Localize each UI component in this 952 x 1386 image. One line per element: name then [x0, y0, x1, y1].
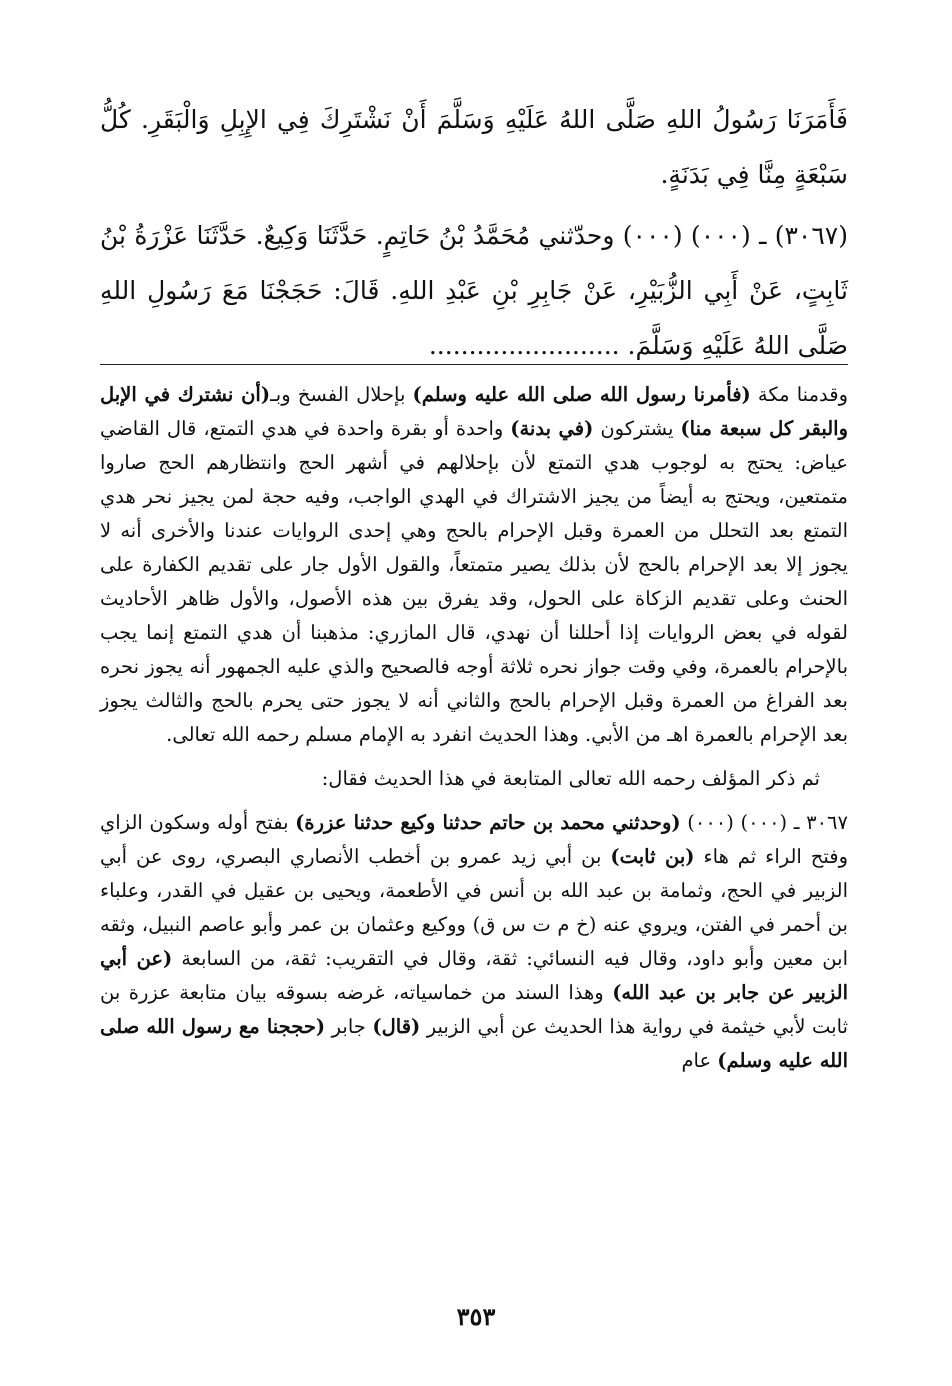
text-run: وهذا السند من خماسياته، غرضه بسوقه بيان متابعة عزرة بن ثابت لأبي خيثمة في رواية هذا الحديث عن أبي الزبير — [100, 981, 848, 1038]
text-run: عام — [681, 1049, 718, 1072]
text-run: جابر — [325, 1015, 373, 1038]
hadith-item-3067 — [100, 208, 848, 373]
text-run: بإحلال الفسخ وبـ — [270, 383, 413, 406]
hadith-line: فَأَمَرَنَا رَسُولُ اللهِ صَلَّى اللهُ عَلَيْهِ وَسَلَّمَ أَنْ نَشْتَرِكَ فِي الإِبِلِ وَالْبَقَرِ. كُلُّ سَبْعَةٍ مِنَّا فِي بَدَنَةٍ. — [100, 105, 848, 189]
commentary-paragraph-1 — [100, 378, 848, 752]
quoted-text: (حججنا مع رسول الله صلى الله عليه وسلم) — [100, 1015, 848, 1072]
quoted-text: (في بدنة) — [510, 417, 594, 440]
quoted-text: (وحدثني محمد بن حاتم حدثنا وكيع حدثنا عزرة) — [295, 811, 681, 834]
quoted-text: (قال) — [372, 1015, 421, 1038]
hadith-text — [100, 92, 848, 379]
page-number: ٣٥٣ — [456, 1302, 496, 1331]
text-run: واحدة أو بقرة واحدة في هدي التمتع، قال القاضي عياض: يحتج به لوجوب هدي التمتع لأن بإحلالهم في أشهر الحج وانتظارهم الحج صاروا متمتعين، ويحتج به أيضاً من يجيز الاشتراك في الهدي الواجب، وفيه حجة لمن يجيز نحر هدي التمتع بعد التحلل من العمرة وقبل الإحرام بالحج وهي إحدى الروايات عندنا والأخرى أنه لا يجوز إلا بعد الإحرام بالحج لأن بذلك يصير متمتعاً، والقول الأول جار على تقديم الكفارة على الحنث وعلى تقديم الزكاة على الحول، وقد يفرق بين هذه الأصول، والأول ظاهر الأحاديث لقوله في بعض الروايات إذا أحللنا أن نهدي، قال المازري: مذهبنا أن هدي التمتع إنما يجب بالإحرام بالعمرة، وفي وقت جواز نحره ثلاثة أوجه فالصحيح والذي عليه الجمهور أنه يجوز نحره بعد الفراغ من العمرة وقبل الإحرام بالحج والثاني أنه لا يجوز حتى يحرم بالحج والثالث يجوز بعد الإحرام بالعمرة اهـ من الأبي. وهذا الحديث انفرد به الإمام مسلم رحمه الله تعالى. — [100, 417, 848, 746]
text-run: يشتركون — [593, 417, 681, 440]
hadith-item-text: (٣٠٦٧) ـ (٠٠٠) (٠٠٠) وحدّثني مُحَمَّدُ بْنُ حَاتِمٍ. حَدَّثَنَا وَكِيعٌ. حَدَّثَنَا عَزْرَةُ بْنُ ثَابِتٍ، عَنْ أَبِي الزُّبَيْرِ، عَنْ جَابِرِ بْنِ عَبْدِ اللهِ. قَالَ: حَجَجْنَا مَعَ رَسُولِ اللهِ صَلَّى اللهُ عَلَيْهِ وَسَلَّمَ. — [100, 221, 848, 360]
quoted-text: (عن أبي الزبير عن جابر بن عبد الله) — [100, 947, 848, 1004]
quoted-text: (بن ثابت) — [610, 845, 695, 868]
text-run: وقدمنا مكة — [750, 383, 848, 406]
commentary-paragraph-2: ثم ذكر المؤلف رحمه الله تعالى المتابعة في هذا الحديث فقال: — [321, 767, 820, 790]
commentary-paragraph-3 — [100, 806, 848, 1078]
section-divider — [100, 364, 848, 365]
ellipsis-dots: ........................ — [428, 331, 620, 360]
text-run: بن أبي زيد عمرو بن أخطب الأنصاري البصري، روى عن أبي الزبير في الحج، وثمامة بن عبد الله بن أنس في الأطعمة، ويحيى بن عقيل في القدر، وعلباء بن أحمر في الفتن، ويروي عنه (خ م ت س ق) ووكيع وعثمان بن عمر وأبو عاصم النبيل، وثقه ابن معين وأبو داود، وقال فيه النسائي: ثقة، وقال في التقريب: ثقة، من السابعة — [100, 845, 849, 970]
commentary-text — [100, 378, 848, 1088]
text-run: ٣٠٦٧ ـ (٠٠٠) (٠٠٠) — [680, 811, 849, 834]
text-run: بفتح أوله وسكون الزاي وفتح الراء ثم هاء — [100, 811, 848, 868]
quoted-text: (أن نشترك في الإبل والبقر كل سبعة منا) — [100, 383, 848, 440]
quoted-text: (فأمرنا رسول الله صلى الله عليه وسلم) — [412, 383, 751, 406]
